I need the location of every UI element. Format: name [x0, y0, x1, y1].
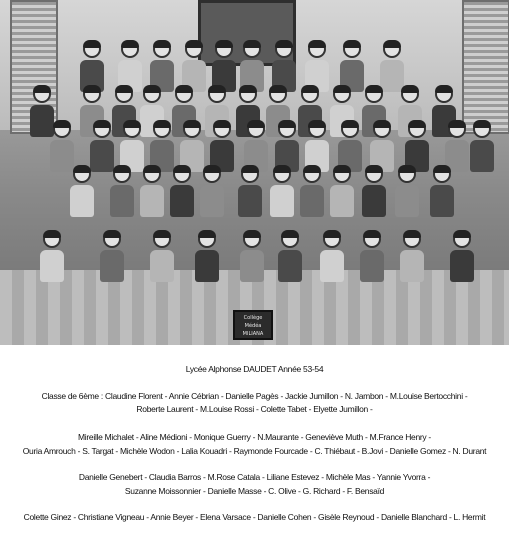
caption-row-7: Colette Ginez - Christiane Vigneau - Annie Beyer - Elena Varsace - Danielle Cohen - Gisèle Reynoud - Danielle Blanchard - L. Hermit [23, 512, 486, 522]
student-hair [308, 120, 326, 128]
right-shutter [462, 0, 509, 134]
student-hair [115, 85, 133, 93]
student-torso [395, 185, 419, 217]
slate-line-3: MILIANA [242, 331, 264, 337]
student-figure [430, 165, 454, 217]
caption-row-1: Classe de 6ème : Claudine Florent - Annie Cébrian - Danielle Pagès - Jackie Jumillon - N. Jambon - M.Louise Bertocchini - [41, 391, 468, 401]
student-torso [330, 185, 354, 217]
student-hair [301, 85, 319, 93]
student-hair [175, 85, 193, 93]
student-hair [373, 120, 391, 128]
student-hair [83, 85, 101, 93]
student-hair [153, 230, 171, 238]
student-figure [70, 165, 94, 217]
student-hair [363, 230, 381, 238]
student-torso [450, 250, 474, 282]
student-figure [320, 230, 344, 282]
student-hair [365, 85, 383, 93]
student-hair [53, 120, 71, 128]
student-hair [143, 165, 161, 173]
student-hair [473, 120, 491, 128]
student-hair [183, 120, 201, 128]
student-hair [341, 120, 359, 128]
student-hair [343, 40, 361, 48]
student-hair [323, 230, 341, 238]
student-torso [70, 185, 94, 217]
student-hair [278, 120, 296, 128]
student-hair [153, 120, 171, 128]
student-hair [403, 230, 421, 238]
student-figure [362, 165, 386, 217]
student-figure [110, 165, 134, 217]
student-hair [103, 230, 121, 238]
student-hair [247, 120, 265, 128]
student-hair [113, 165, 131, 173]
student-hair [275, 40, 293, 48]
slate-line-1: Collège [243, 315, 263, 321]
student-hair [243, 230, 261, 238]
student-torso [240, 250, 264, 282]
student-figure [270, 165, 294, 217]
student-torso [140, 185, 164, 217]
caption-row-2: Roberte Laurent - M.Louise Rossi - Colette Tabet - Elyette Jumillon - [136, 404, 373, 414]
student-hair [453, 230, 471, 238]
student-torso [200, 185, 224, 217]
student-torso [40, 250, 64, 282]
student-hair [173, 165, 191, 173]
class-slate [233, 310, 273, 340]
student-hair [401, 85, 419, 93]
student-torso [195, 250, 219, 282]
student-figure [238, 165, 262, 217]
student-figure [170, 165, 194, 217]
student-hair [269, 85, 287, 93]
student-figure [400, 230, 424, 282]
student-figure [100, 230, 124, 282]
student-torso [360, 250, 384, 282]
student-hair [408, 120, 426, 128]
student-torso [238, 185, 262, 217]
student-torso [320, 250, 344, 282]
caption-row-5: Danielle Genebert - Claudia Barros - M.Rose Catala - Liliane Estevez - Michèle Mas - Yannie Yvorra - [78, 472, 431, 482]
student-hair [43, 230, 61, 238]
student-torso [362, 185, 386, 217]
student-figure [360, 230, 384, 282]
student-hair [123, 120, 141, 128]
student-hair [398, 165, 416, 173]
caption-row-4: Ouria Amrouch - S. Targat - Michèle Wodon - Lalia Kouadri - Raymonde Fourcade - C. Thiébaut - B.Jovi - Danielle Gomez - N. Durant [22, 446, 487, 456]
student-hair [433, 165, 451, 173]
student-figure [300, 165, 324, 217]
student-hair [308, 40, 326, 48]
student-figure [470, 120, 494, 172]
student-figure [330, 165, 354, 217]
student-torso [110, 185, 134, 217]
student-hair [435, 85, 453, 93]
student-hair [239, 85, 257, 93]
student-hair [203, 165, 221, 173]
caption-title: Lycée Alphonse DAUDET Année 53-54 [185, 364, 324, 374]
student-hair [281, 230, 299, 238]
student-torso [170, 185, 194, 217]
student-figure [240, 230, 264, 282]
student-torso [470, 140, 494, 172]
student-hair [33, 85, 51, 93]
student-hair [273, 165, 291, 173]
student-hair [121, 40, 139, 48]
student-hair [143, 85, 161, 93]
student-figure [40, 230, 64, 282]
student-torso [430, 185, 454, 217]
caption-row-6: Suzanne Moissonnier - Danielle Masse - C. Olive - G. Richard - F. Bensaïd [124, 486, 385, 496]
student-hair [198, 230, 216, 238]
student-hair [383, 40, 401, 48]
student-hair [73, 165, 91, 173]
student-figure [150, 230, 174, 282]
student-figure [200, 165, 224, 217]
student-torso [100, 250, 124, 282]
student-hair [93, 120, 111, 128]
student-hair [213, 120, 231, 128]
student-hair [448, 120, 466, 128]
student-torso [400, 250, 424, 282]
student-figure [140, 165, 164, 217]
student-torso [270, 185, 294, 217]
student-hair [215, 40, 233, 48]
student-hair [303, 165, 321, 173]
student-hair [153, 40, 171, 48]
student-hair [185, 40, 203, 48]
caption-row-3: Mireille Michalet - Aline Médioni - Monique Guerry - N.Maurante - Geneviève Muth - M.France Henry - [78, 432, 431, 442]
student-figure [278, 230, 302, 282]
student-hair [333, 165, 351, 173]
student-torso [150, 250, 174, 282]
student-hair [83, 40, 101, 48]
student-hair [333, 85, 351, 93]
student-hair [208, 85, 226, 93]
student-figure [195, 230, 219, 282]
student-figure [450, 230, 474, 282]
student-torso [278, 250, 302, 282]
student-hair [243, 40, 261, 48]
slate-line-2: Médéa [244, 323, 262, 329]
student-hair [241, 165, 259, 173]
student-hair [365, 165, 383, 173]
student-figure [395, 165, 419, 217]
student-torso [300, 185, 324, 217]
